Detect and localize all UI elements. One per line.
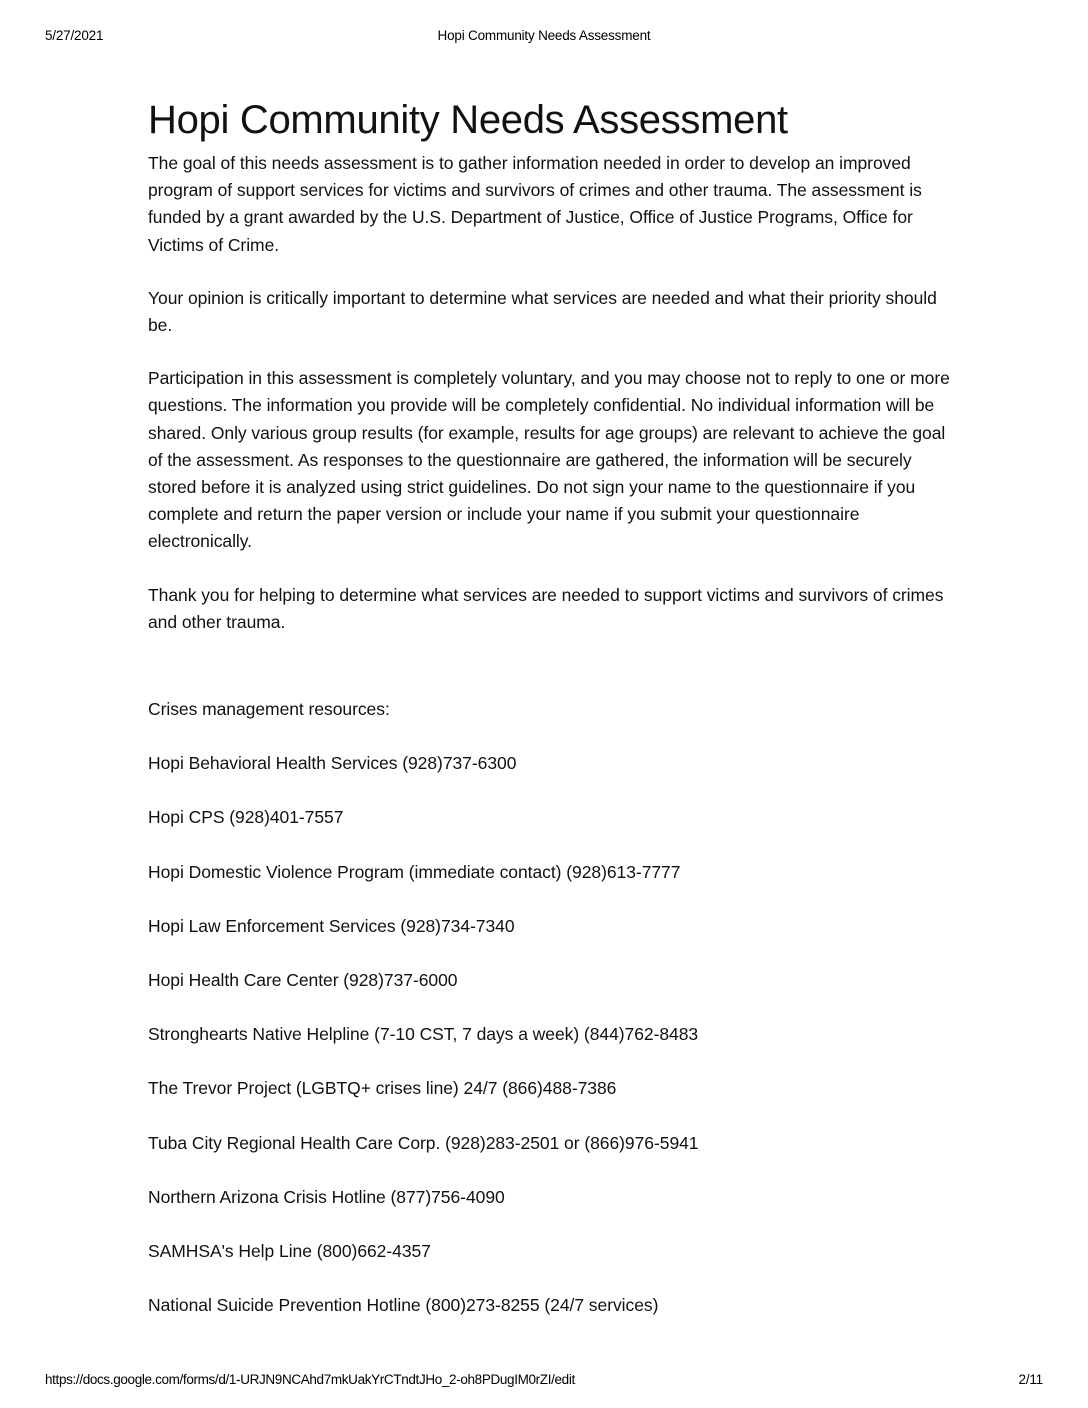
list-item: Tuba City Regional Health Care Corp. (928)283-2501 or (866)976-5941: [148, 1132, 699, 1153]
list-item: SAMHSA's Help Line (800)662-4357: [148, 1241, 431, 1262]
list-item: Stronghearts Native Helpline (7-10 CST, 7 days a week) (844)762-8483: [148, 1024, 699, 1045]
page-title: Hopi Community Needs Assessment: [148, 98, 788, 142]
intro-paragraph-thanks: Thank you for helping to determine what services are needed to support victims and survivors of crimes and other trauma.: [148, 584, 944, 632]
print-header-title: Hopi Community Needs Assessment: [437, 28, 651, 43]
print-header-date: 5/27/2021: [45, 28, 104, 43]
list-item: Hopi Behavioral Health Services (928)737-6300: [148, 753, 517, 774]
intro-paragraph-goal: The goal of this needs assessment is to gather information needed in order to develop an improved program of support services for victims and survivors of crimes and other trauma. The assessment is funded by a grant awarded by the U.S. Department of Justice, Office of Justice Programs, Office for Victims of Crime.: [148, 153, 922, 255]
list-item: Hopi Health Care Center (928)737-6000: [148, 970, 458, 991]
crisis-resources-list: [148, 750, 954, 1319]
print-footer-url: https://docs.google.com/forms/d/1-URJN9NCAhd7mkUakYrCTndtJHo_2-oh8PDugIM0rZI/edit: [45, 1372, 575, 1387]
list-item: Hopi Law Enforcement Services (928)734-7340: [148, 915, 515, 936]
print-footer: [0, 1370, 1088, 1390]
list-item: Northern Arizona Crisis Hotline (877)756-4090: [148, 1186, 505, 1207]
section-spacer: [148, 662, 954, 696]
resources-heading: Crises management resources:: [148, 699, 390, 720]
list-item: The Trevor Project (LGBTQ+ crises line) 24/7 (866)488-7386: [148, 1078, 617, 1099]
list-item: National Suicide Prevention Hotline (800)273-8255 (24/7 services): [148, 1295, 659, 1316]
intro-paragraph-opinion: Your opinion is critically important to determine what services are needed and what their priority should be.: [148, 287, 937, 336]
list-item: Hopi CPS (928)401-7557: [148, 807, 344, 828]
list-item: Hopi Domestic Violence Program (immediate contact) (928)613-7777: [148, 861, 681, 882]
document-body: [148, 96, 954, 1319]
intro-paragraph-participation: Participation in this assessment is completely voluntary, and you may choose not to reply to one or more questions. The information you provide will be completely confidential. No individual information will be shared. Only various group results (for example, results for age groups) are relevant to achieve the goal of the assessment. As responses to the questionnaire are gathered, the information will be securely stored before it is analyzed using strict guidelines. Do not sign your name to the questionnaire if you complete and return the paper version or include your name if you submit your questionnaire electronically.: [148, 368, 950, 552]
print-header: [0, 26, 1088, 46]
print-footer-page-number: 2/11: [1018, 1372, 1043, 1387]
